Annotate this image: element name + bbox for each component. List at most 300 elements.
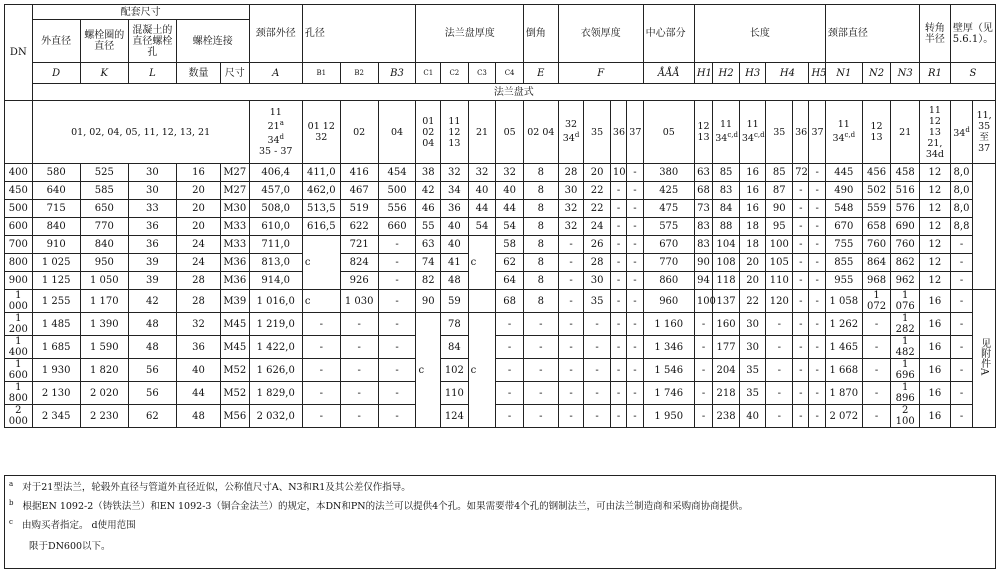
- table-cell: -: [610, 272, 626, 290]
- table-cell: 110: [441, 382, 469, 405]
- pn-C2: 11 12 13: [441, 101, 469, 164]
- table-cell: -: [627, 336, 643, 359]
- table-cell: 525: [80, 164, 128, 182]
- table-cell: -: [793, 272, 809, 290]
- table-cell: 177: [713, 336, 740, 359]
- table-cell: -: [793, 218, 809, 236]
- bolt-hole-header: 混凝土的直径螺栓孔: [128, 20, 176, 63]
- table-row: [5, 254, 996, 272]
- table-cell: M36: [220, 254, 249, 272]
- table-cell: [468, 290, 496, 313]
- table-cell: 100: [766, 236, 793, 254]
- table-cell: 1 390: [80, 313, 128, 336]
- table-cell: -: [523, 359, 558, 382]
- table-cell: 864: [862, 254, 891, 272]
- table-row: [5, 313, 996, 336]
- table-cell: -: [793, 336, 809, 359]
- table-cell: -: [340, 359, 378, 382]
- table-cell: 968: [862, 272, 891, 290]
- table-row: [5, 164, 996, 182]
- table-footnotes: [4, 475, 996, 569]
- table-cell: 20: [176, 200, 220, 218]
- table-cell: -: [496, 313, 524, 336]
- table-cell: 8,0: [950, 182, 973, 200]
- sym-R1: R1: [920, 63, 951, 84]
- table-cell: 35: [584, 290, 611, 313]
- pn-B1: 01 12 32: [302, 101, 340, 164]
- table-cell: -: [610, 336, 626, 359]
- table-cell: -: [950, 236, 973, 254]
- table-cell: 39: [128, 254, 176, 272]
- table-cell: 8: [523, 236, 558, 254]
- neck-outer-header: 颈部外径: [249, 5, 302, 63]
- pn-B2: 02: [340, 101, 378, 164]
- table-cell: -: [766, 336, 793, 359]
- pn-A: 11 21$^a$ 34$^d$ 35 - 37: [249, 101, 302, 164]
- table-cell: 30: [128, 164, 176, 182]
- table-cell: 35: [739, 359, 766, 382]
- table-cell: 110: [766, 272, 793, 290]
- c3-merged-note: c: [468, 236, 496, 290]
- sym-S: S: [950, 63, 995, 84]
- table-cell: M27: [220, 164, 249, 182]
- table-cell: -: [809, 290, 825, 313]
- table-cell: -: [378, 254, 416, 272]
- table-cell: -: [766, 359, 793, 382]
- table-cell: -: [558, 359, 584, 382]
- table-cell: 1 282: [891, 313, 920, 336]
- table-cell: -: [793, 182, 809, 200]
- table-cell: 62: [128, 405, 176, 428]
- table-cell: 760: [862, 236, 891, 254]
- pn-N2: 12 13: [862, 101, 891, 164]
- table-cell: 137: [713, 290, 740, 313]
- sym-C3: C3: [468, 63, 496, 84]
- table-cell: 40: [441, 218, 469, 236]
- table-cell: 84: [713, 200, 740, 218]
- table-cell: 10: [610, 164, 626, 182]
- table-cell: 55: [416, 218, 441, 236]
- table-cell: -: [809, 359, 825, 382]
- table-cell: -: [610, 218, 626, 236]
- table-cell: -: [627, 236, 643, 254]
- table-cell: 74: [416, 254, 441, 272]
- table-cell: 48: [128, 313, 176, 336]
- table-cell: 1 829,0: [249, 382, 302, 405]
- table-cell: -: [378, 290, 416, 313]
- table-cell: 1 546: [643, 359, 694, 382]
- table-cell: 8,0: [950, 200, 973, 218]
- table-cell: -: [862, 359, 891, 382]
- table-cell: -: [809, 336, 825, 359]
- table-cell: 20: [584, 164, 611, 182]
- table-cell: -: [950, 405, 973, 428]
- table-cell: M30: [220, 200, 249, 218]
- table-cell: 406,4: [249, 164, 302, 182]
- sym-H1: H1: [694, 63, 712, 84]
- sym-center: ÅÅÅ: [643, 63, 694, 84]
- table-cell: 85: [766, 164, 793, 182]
- sym-C4: C4: [496, 63, 524, 84]
- table-cell: 1 930: [32, 359, 80, 382]
- pn-N1: 11 34$^{c,d}$: [825, 101, 862, 164]
- table-cell: 862: [891, 254, 920, 272]
- table-cell: 1 400: [5, 336, 33, 359]
- table-cell: 20: [176, 182, 220, 200]
- table-cell: 12: [920, 164, 951, 182]
- table-row: [5, 290, 996, 313]
- table-cell: -: [793, 290, 809, 313]
- table-cell: 1 422,0: [249, 336, 302, 359]
- table-cell: 38: [416, 164, 441, 182]
- table-cell: 90: [766, 200, 793, 218]
- table-cell: 48: [441, 272, 469, 290]
- pn-B3: 04: [378, 101, 416, 164]
- table-cell: -: [302, 336, 340, 359]
- table-cell: 32: [558, 200, 584, 218]
- sym-N1: N1: [825, 63, 862, 84]
- table-cell: 610,0: [249, 218, 302, 236]
- table-cell: 1 800: [5, 382, 33, 405]
- table-cell: 16: [920, 336, 951, 359]
- bolt-circle-header: 螺栓圈的直径: [80, 20, 128, 63]
- table-cell: -: [496, 359, 524, 382]
- sym-N2: N2: [862, 63, 891, 84]
- table-cell: -: [766, 382, 793, 405]
- table-cell: -: [950, 313, 973, 336]
- table-cell: 2 000: [5, 405, 33, 428]
- table-row: [5, 218, 996, 236]
- table-cell: 1 016,0: [249, 290, 302, 313]
- table-cell: 12: [920, 272, 951, 290]
- sym-B2: B2: [340, 63, 378, 84]
- table-cell: 63: [694, 164, 712, 182]
- table-cell: -: [378, 313, 416, 336]
- table-cell: 68: [694, 182, 712, 200]
- table-cell: 548: [825, 200, 862, 218]
- table-cell: 380: [643, 164, 694, 182]
- table-cell: -: [523, 336, 558, 359]
- table-cell: 20: [176, 218, 220, 236]
- sym-F: F: [558, 63, 643, 84]
- table-cell: -: [627, 313, 643, 336]
- table-cell: -: [523, 405, 558, 428]
- table-cell: -: [809, 272, 825, 290]
- table-cell: 8: [523, 290, 558, 313]
- table-cell: -: [610, 254, 626, 272]
- table-cell: 8: [523, 218, 558, 236]
- table-cell: 1 170: [80, 290, 128, 313]
- table-cell: -: [694, 405, 712, 428]
- table-cell: -: [627, 254, 643, 272]
- table-cell: 32: [441, 164, 469, 182]
- table-cell: 83: [713, 182, 740, 200]
- sym-H4: H4: [766, 63, 809, 84]
- table-cell: 59: [441, 290, 469, 313]
- table-cell: 90: [694, 254, 712, 272]
- table-cell: -: [793, 200, 809, 218]
- table-row: [5, 359, 996, 382]
- table-cell: 1 820: [80, 359, 128, 382]
- flange-thickness-header: 法兰盘厚度: [416, 5, 523, 63]
- table-cell: -: [627, 182, 643, 200]
- table-cell: -: [584, 359, 611, 382]
- table-cell: [973, 164, 996, 290]
- table-cell: 411,0: [302, 164, 340, 182]
- table-cell: -: [610, 359, 626, 382]
- table-cell: -: [523, 382, 558, 405]
- table-cell: 95: [766, 218, 793, 236]
- pn-E: 02 04: [523, 101, 558, 164]
- table-cell: 12: [920, 182, 951, 200]
- table-cell: 1 896: [891, 382, 920, 405]
- table-cell: -: [950, 336, 973, 359]
- table-cell: 855: [825, 254, 862, 272]
- table-cell: 556: [378, 200, 416, 218]
- table-cell: 1 076: [891, 290, 920, 313]
- table-cell: -: [627, 359, 643, 382]
- table-cell: 640: [32, 182, 80, 200]
- table-cell: -: [378, 382, 416, 405]
- table-cell: -: [809, 236, 825, 254]
- table-cell: 475: [643, 200, 694, 218]
- table-cell: 2 130: [32, 382, 80, 405]
- table-cell: -: [793, 359, 809, 382]
- table-cell: 910: [32, 236, 80, 254]
- table-cell: 770: [643, 254, 694, 272]
- table-cell: 12: [920, 218, 951, 236]
- pn-H3: 11 34$^{c,d}$: [739, 101, 766, 164]
- table-cell: -: [378, 359, 416, 382]
- table-cell: 860: [643, 272, 694, 290]
- pn-R1: 11 12 13 21, 34d: [920, 101, 951, 164]
- table-cell: 490: [825, 182, 862, 200]
- table-cell: 100: [694, 290, 712, 313]
- table-cell: 1 950: [643, 405, 694, 428]
- table-cell: -: [584, 336, 611, 359]
- table-cell: 575: [643, 218, 694, 236]
- table-cell: -: [809, 313, 825, 336]
- table-cell: 1 160: [643, 313, 694, 336]
- table-cell: 516: [891, 182, 920, 200]
- sym-B3: B3: [378, 63, 416, 84]
- table-cell: -: [340, 405, 378, 428]
- table-cell: 40: [496, 182, 524, 200]
- dn-header: DN: [5, 5, 33, 101]
- table-cell: 30: [739, 313, 766, 336]
- table-cell: 962: [891, 272, 920, 290]
- table-cell: 30: [128, 182, 176, 200]
- table-cell: -: [694, 336, 712, 359]
- table-cell: 2 230: [80, 405, 128, 428]
- table-cell: 16: [176, 164, 220, 182]
- table-cell: -: [558, 405, 584, 428]
- pn-F4: 37: [627, 101, 643, 164]
- sym-B1: B1: [302, 63, 340, 84]
- flange-dimension-table: [4, 4, 996, 428]
- table-cell: 62: [496, 254, 524, 272]
- table-cell: -: [809, 200, 825, 218]
- table-cell: 64: [496, 272, 524, 290]
- table-cell: 16: [920, 382, 951, 405]
- table-cell: -: [950, 382, 973, 405]
- table-cell: 104: [713, 236, 740, 254]
- table-cell: 28: [558, 164, 584, 182]
- table-cell: -: [950, 254, 973, 272]
- table-row: [5, 200, 996, 218]
- table-cell: 400: [5, 164, 33, 182]
- table-cell: 559: [862, 200, 891, 218]
- table-cell: 585: [80, 182, 128, 200]
- table-cell: 840: [80, 236, 128, 254]
- pn-H4a: 35: [766, 101, 793, 164]
- table-cell: 105: [766, 254, 793, 272]
- table-cell: -: [302, 313, 340, 336]
- table-cell: -: [496, 382, 524, 405]
- table-cell: 28: [584, 254, 611, 272]
- table-cell: 73: [694, 200, 712, 218]
- table-cell: -: [809, 405, 825, 428]
- table-cell: 28: [176, 290, 220, 313]
- sym-C2: C2: [441, 63, 469, 84]
- table-cell: -: [302, 359, 340, 382]
- table-cell: -: [610, 182, 626, 200]
- table-cell: -: [766, 405, 793, 428]
- table-cell: 30: [739, 336, 766, 359]
- table-cell: 8: [523, 200, 558, 218]
- table-cell: 68: [496, 290, 524, 313]
- table-cell: -: [378, 405, 416, 428]
- table-cell: 500: [378, 182, 416, 200]
- table-cell: 44: [468, 200, 496, 218]
- sym-C1: C1: [416, 63, 441, 84]
- table-cell: -: [809, 254, 825, 272]
- table-cell: 12: [920, 236, 951, 254]
- table-cell: 600: [5, 218, 33, 236]
- table-cell: -: [862, 313, 891, 336]
- table-cell: 16: [920, 290, 951, 313]
- footnote-b: $^b$ 根据EN 1092-2（铸铁法兰）和EN 1092-3（铜合金法兰）的规定，本DN和PN的法兰可以提供4个孔。如果需要带4个孔的钢制法兰，可由法兰制造商和采购商协商提供。: [9, 498, 749, 512]
- table-cell: -: [809, 164, 825, 182]
- sym-A: A: [249, 63, 302, 84]
- fit-dimensions-header: 配套尺寸: [32, 5, 249, 20]
- table-cell: M33: [220, 218, 249, 236]
- table-cell: 102: [441, 359, 469, 382]
- table-cell: 755: [825, 236, 862, 254]
- table-cell: 1 025: [32, 254, 80, 272]
- table-cell: 462,0: [302, 182, 340, 200]
- sym-H5: H5: [809, 63, 825, 84]
- center-section-header: 中心部分: [643, 5, 694, 63]
- table-cell: 16: [739, 200, 766, 218]
- table-cell: 2 020: [80, 382, 128, 405]
- table-cell: 39: [128, 272, 176, 290]
- table-cell: 63: [416, 236, 441, 254]
- table-cell: 35: [739, 382, 766, 405]
- table-cell: 1 685: [32, 336, 80, 359]
- table-cell: -: [558, 236, 584, 254]
- sym-H3: H3: [739, 63, 766, 84]
- table-cell: 36: [441, 200, 469, 218]
- table-cell: 41: [441, 254, 469, 272]
- table-cell: -: [627, 405, 643, 428]
- footnote-a: $^a$ 对于21型法兰，轮毂外直径与管道外直径近似，公称值尺寸A、N3和R1及其公差仅作指导。: [9, 479, 411, 493]
- table-cell: -: [862, 405, 891, 428]
- table-cell: 2 072: [825, 405, 862, 428]
- sym-L: L: [128, 63, 176, 84]
- table-cell: 26: [584, 236, 611, 254]
- table-cell: 32: [176, 313, 220, 336]
- table-cell: -: [809, 182, 825, 200]
- table-cell: -: [793, 405, 809, 428]
- b1-note-1000: c: [302, 290, 340, 313]
- table-cell: 800: [5, 254, 33, 272]
- table-cell: -: [558, 290, 584, 313]
- table-cell: -: [558, 313, 584, 336]
- table-cell: 1 000: [5, 290, 33, 313]
- table-cell: 58: [496, 236, 524, 254]
- table-cell: 40: [739, 405, 766, 428]
- pn-S1: 34$^d$: [950, 101, 973, 164]
- table-cell: -: [302, 405, 340, 428]
- table-cell: 8,8: [950, 218, 973, 236]
- sym-qty: 数量: [176, 63, 220, 84]
- table-cell: 82: [416, 272, 441, 290]
- table-cell: 22: [739, 290, 766, 313]
- table-cell: 1 590: [80, 336, 128, 359]
- pn-H4b: 36: [793, 101, 809, 164]
- table-cell: -: [584, 313, 611, 336]
- table-cell: 580: [32, 164, 80, 182]
- table-cell: 16: [739, 164, 766, 182]
- pn-H1: 12 13: [694, 101, 712, 164]
- table-cell: 770: [80, 218, 128, 236]
- table-cell: -: [627, 218, 643, 236]
- table-cell: 30: [584, 272, 611, 290]
- table-cell: 416: [340, 164, 378, 182]
- table-cell: -: [950, 272, 973, 290]
- table-cell: 48: [176, 405, 220, 428]
- table-cell: 88: [713, 218, 740, 236]
- pn-F2: 35: [584, 101, 611, 164]
- table-cell: M45: [220, 313, 249, 336]
- table-cell: 2 345: [32, 405, 80, 428]
- table-cell: 36: [176, 336, 220, 359]
- table-cell: 30: [558, 182, 584, 200]
- table-cell: 1 050: [80, 272, 128, 290]
- footnote-c: $^c$ 由购买者指定。 d使用范围: [9, 517, 136, 531]
- table-cell: 670: [643, 236, 694, 254]
- pn-H2: 11 34$^{c,d}$: [713, 101, 740, 164]
- table-cell: 622: [340, 218, 378, 236]
- table-cell: -: [584, 382, 611, 405]
- table-cell: -: [766, 313, 793, 336]
- table-cell: 500: [5, 200, 33, 218]
- chamfer-header: 倒角: [523, 5, 558, 63]
- table-cell: 32: [468, 164, 496, 182]
- table-cell: 1 262: [825, 313, 862, 336]
- table-cell: -: [496, 336, 524, 359]
- table-cell: -: [610, 405, 626, 428]
- table-row: [5, 382, 996, 405]
- table-cell: -: [496, 405, 524, 428]
- table-cell: 425: [643, 182, 694, 200]
- table-cell: 36: [128, 218, 176, 236]
- table-cell: 33: [128, 200, 176, 218]
- table-cell: 44: [176, 382, 220, 405]
- pn-C1: 01 02 04: [416, 101, 441, 164]
- table-cell: 94: [694, 272, 712, 290]
